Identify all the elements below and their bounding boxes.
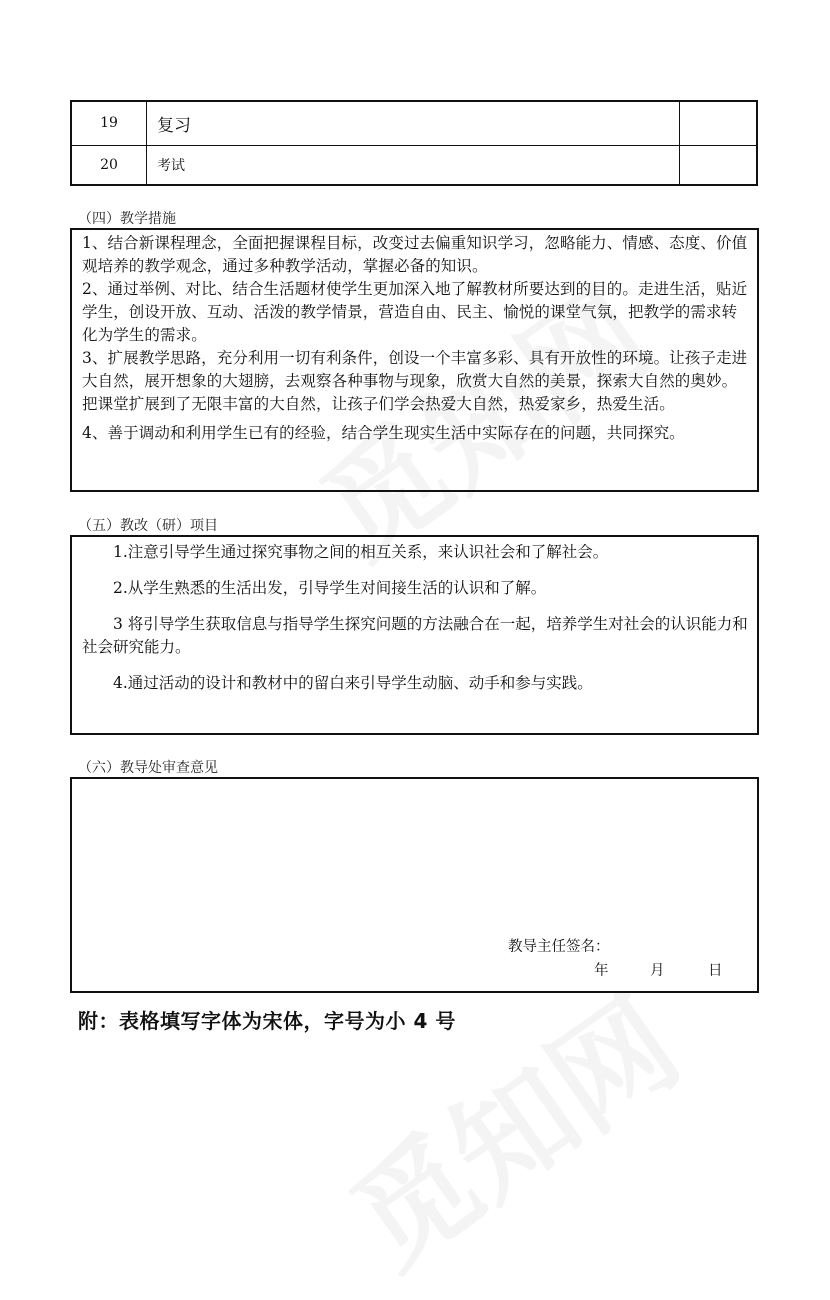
- reform-paragraph: 1.注意引导学生通过探究事物之间的相互关系，来认识社会和了解社会。: [113, 543, 609, 561]
- reform-paragraph: 4.通过活动的设计和教材中的留白来引导学生动脑、动手和参与实践。: [113, 674, 593, 692]
- date-day: 日: [708, 963, 723, 979]
- review-opinion-box: [70, 777, 759, 993]
- week-number: 20: [71, 145, 147, 185]
- teaching-measures-box: [70, 228, 759, 492]
- date-year: 年: [594, 963, 609, 979]
- measure-paragraph: 2、通过举例、对比、结合生活题材使学生更加深入地了解教材所要达到的目的。走进生活，贴近学生，创设开放、互动、活泼的教学情景，营造自由、民主、愉悦的课堂气氛，把教学的需求转化为学生的需求。: [82, 280, 748, 344]
- footnote: 附：表格填写字体为宋体，字号为小 4 号: [78, 1009, 456, 1033]
- table-row: [71, 145, 757, 185]
- reform-paragraph: 2.从学生熟悉的生活出发，引导学生对间接生活的认识和了解。: [113, 579, 547, 597]
- topic-cell: 考试: [147, 145, 680, 185]
- measure-paragraph: 4、善于调动和利用学生已有的经验，结合学生现实生活中实际存在的问题，共同探究。: [82, 424, 685, 442]
- section-title-review-opinion: （六）教导处审查意见: [78, 760, 218, 776]
- week-number: 19: [71, 101, 147, 145]
- note-cell: [680, 101, 758, 145]
- measure-paragraph: 1、结合新课程理念，全面把握课程目标，改变过去偏重知识学习，忽略能力、情感、态度、价值观培养的教学观念，通过多种教学活动，掌握必备的知识。: [82, 234, 748, 275]
- measure-paragraph: 3、扩展教学思路，充分利用一切有利条件，创设一个丰富多彩、具有开放性的环境。让孩子走进大自然，展开想象的大翅膀，去观察各种事物与现象，欣赏大自然的美景，探索大自然的奥妙。把课堂扩展到了无限丰富的大自然，让孩子们学会热爱大自然，热爱家乡，热爱生活。: [82, 349, 748, 413]
- schedule-table: [70, 100, 758, 186]
- table-row: [71, 101, 757, 145]
- topic-cell: 复习: [147, 101, 680, 145]
- section-title-teaching-measures: （四）教学措施: [78, 211, 176, 227]
- signature-label: 教导主任签名：: [508, 939, 610, 955]
- reform-paragraph: 3 将引导学生获取信息与指导学生探究问题的方法融合在一起，培养学生对社会的认识能力和社会研究能力。: [82, 615, 748, 656]
- note-cell: [680, 145, 758, 185]
- reform-projects-box: [70, 535, 759, 735]
- date-month: 月: [650, 963, 665, 979]
- section-title-reform-projects: （五）教改（研）项目: [78, 518, 218, 534]
